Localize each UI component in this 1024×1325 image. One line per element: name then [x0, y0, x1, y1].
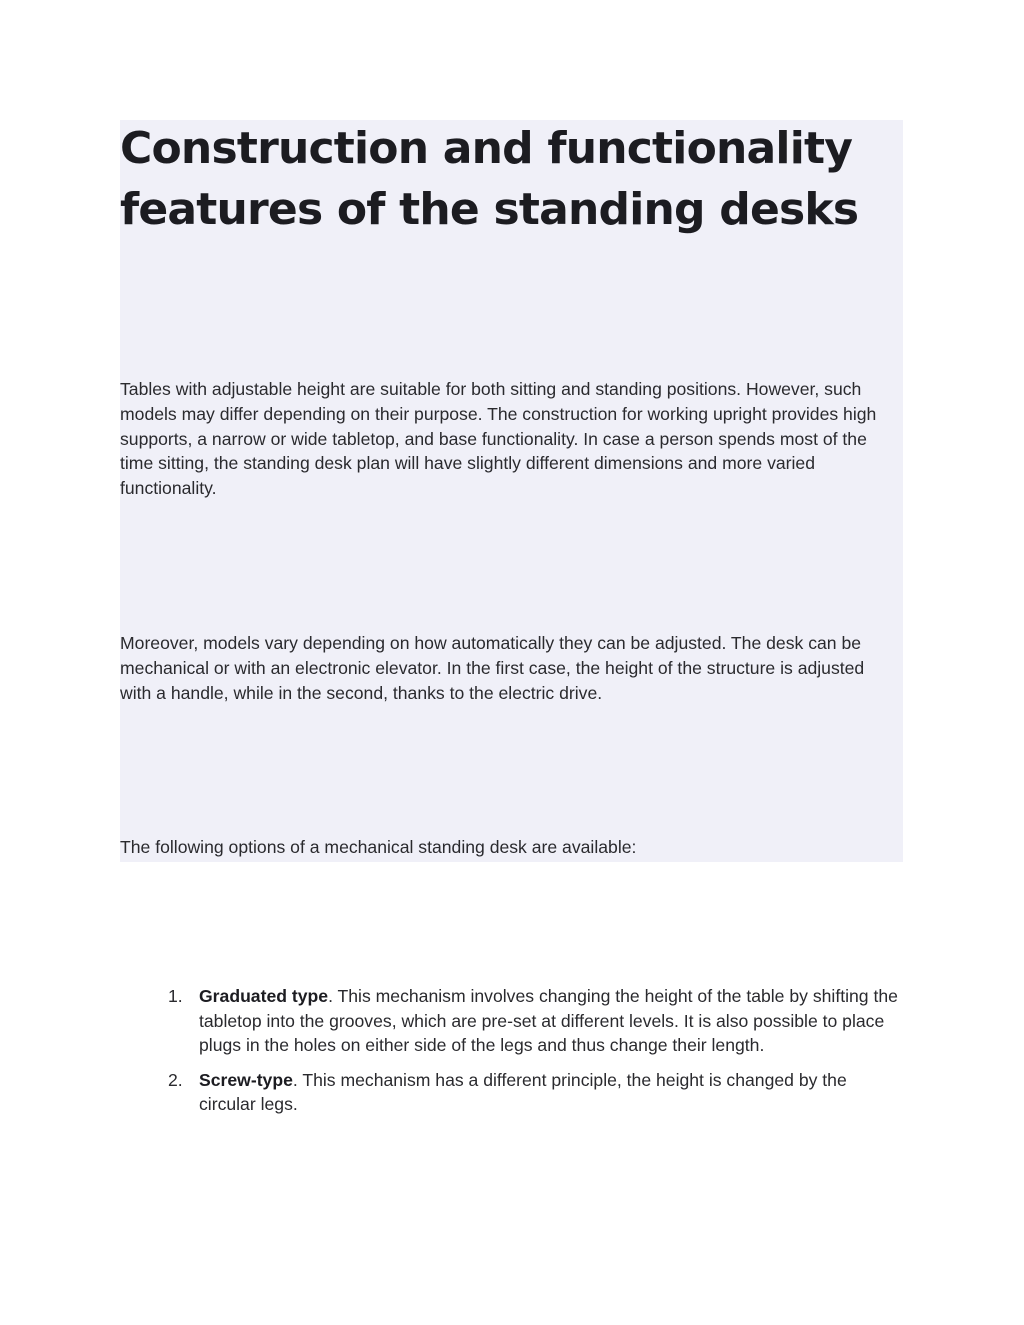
- list-item: [120, 1068, 905, 1117]
- options-intro-paragraph: The following options of a mechanical standing desk are available:: [120, 837, 637, 857]
- list-item-number: 2.: [168, 1069, 183, 1090]
- mechanism-options-list: [120, 984, 905, 1127]
- list-item-text: . This mechanism has a different principle, the height is changed by the circular legs.: [199, 1069, 847, 1115]
- list-item: [120, 984, 905, 1058]
- list-item-term: Screw-type: [199, 1069, 293, 1090]
- list-item-number: 1.: [168, 986, 183, 1006]
- page-title: Construction and functionality features of the standing desks: [120, 123, 859, 235]
- list-item-term: Graduated type: [199, 986, 329, 1006]
- list-item-text: . This mechanism involves changing the height of the table by shifting the tabletop into the grooves, which are pre-set at different levels. It is also possible to place plugs in the holes on either side of the legs and thus change their length.: [199, 986, 898, 1056]
- intro-paragraph: Tables with adjustable height are suitable for both sitting and standing positions. However, such models may differ depending on their purpose. The construction for working upright provides high supports, a narrow or wide tabletop, and base functionality. In case a person spends most of the time sitting, the standing desk plan will have slightly different dimensions and more varied functionality.: [120, 379, 877, 499]
- adjustment-paragraph: Moreover, models vary depending on how automatically they can be adjusted. The desk can be mechanical or with an electronic elevator. In the first case, the height of the structure is adjusted with a handle, while in the second, thanks to the electric drive.: [120, 633, 865, 703]
